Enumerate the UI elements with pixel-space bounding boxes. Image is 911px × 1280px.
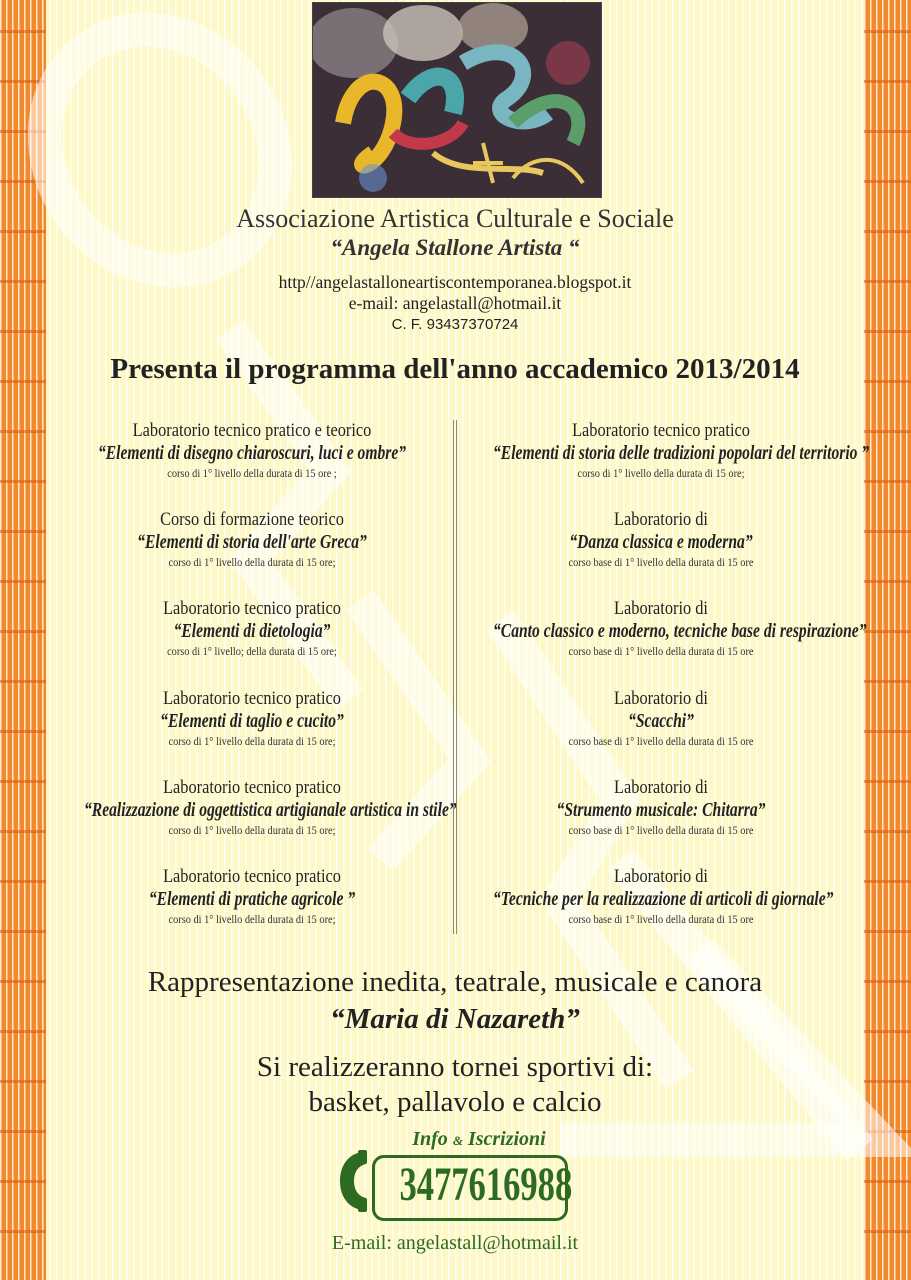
course-title: “Canto classico e moderno, tecniche base di respirazione” xyxy=(493,621,867,642)
course-item xyxy=(42,688,462,748)
course-type: Laboratorio tecnico pratico xyxy=(163,598,341,619)
course-description: corso base di 1° livello della durata di 15 ore xyxy=(568,555,754,569)
course-type: Laboratorio di xyxy=(614,598,708,619)
fiscal-code: C. F. 93437370724 xyxy=(391,316,519,333)
course-description: corso di 1° livello della durata di 15 ore; xyxy=(168,912,336,926)
course-type: Corso di formazione teorico xyxy=(160,509,344,530)
course-type: Laboratorio tecnico pratico xyxy=(572,420,750,441)
course-item xyxy=(451,688,871,748)
course-description: corso di 1° livello della durata di 15 ore; xyxy=(168,734,336,748)
course-type: Laboratorio di xyxy=(614,688,708,709)
course-item xyxy=(42,509,462,569)
course-title: “Danza classica e moderna” xyxy=(569,532,753,553)
course-type: Laboratorio di xyxy=(614,777,708,798)
course-description: corso di 1° livello della durata di 15 ore; xyxy=(168,823,336,837)
info-label-part: Info xyxy=(412,1128,448,1150)
course-type: Laboratorio tecnico pratico e teorico xyxy=(132,420,372,441)
course-title: “Tecniche per la realizzazione di articoli di giornale” xyxy=(493,889,834,910)
artwork-logo xyxy=(312,2,602,198)
course-title: “Realizzazione di oggettistica artigianale artistica in stile” xyxy=(84,800,457,821)
association-title: Associazione Artistica Culturale e Sociale xyxy=(236,204,674,233)
course-item xyxy=(42,420,462,480)
left-border-stripe xyxy=(0,0,46,1280)
course-description: corso di 1° livello; della durata di 15 ore; xyxy=(167,644,337,658)
course-type: Laboratorio tecnico pratico xyxy=(163,866,341,887)
course-description: corso di 1° livello della durata di 15 ore; xyxy=(577,466,745,480)
info-label-ampersand: & xyxy=(452,1133,463,1148)
sports-list: basket, pallavolo e calcio xyxy=(308,1086,602,1118)
course-item xyxy=(42,866,462,926)
course-title: “Elementi di pratiche agricole ” xyxy=(148,889,356,910)
course-item xyxy=(42,777,462,837)
website-url[interactable]: http//angelastalloneartiscontemporanea.blogspot.it xyxy=(278,272,632,292)
artwork-logo-icon xyxy=(313,3,601,197)
info-iscrizioni-label xyxy=(384,1128,574,1151)
artist-name: “Angela Stallone Artista “ xyxy=(330,235,580,260)
column-divider xyxy=(453,420,457,934)
sports-intro: Si realizzeranno tornei sportivi di: xyxy=(256,1051,654,1083)
course-item xyxy=(451,866,871,926)
course-item xyxy=(451,509,871,569)
course-type: Laboratorio di xyxy=(614,509,708,530)
course-description: corso base di 1° livello della durata di 15 ore xyxy=(568,734,754,748)
course-title: “Scacchi” xyxy=(628,711,694,732)
course-type: Laboratorio di xyxy=(614,866,708,887)
course-description: corso base di 1° livello della durata di 15 ore xyxy=(568,823,754,837)
course-item xyxy=(451,420,871,480)
course-description: corso base di 1° livello della durata di 15 ore xyxy=(568,912,754,926)
course-title: “Elementi di dietologia” xyxy=(173,621,331,642)
program-headline: Presenta il programma dell'anno accademico 2013/2014 xyxy=(110,353,800,385)
info-label-part: Iscrizioni xyxy=(467,1128,546,1150)
telephone-handset-icon xyxy=(338,1148,368,1214)
course-title: “Elementi di disegno chiaroscuri, luci e ombre” xyxy=(97,443,407,464)
footer-email[interactable]: E-mail: angelastall@hotmail.it xyxy=(331,1232,579,1254)
right-border-stripe xyxy=(864,0,911,1280)
phone-number[interactable]: 3477616988 xyxy=(399,1158,573,1211)
course-description: corso di 1° livello della durata di 15 ore; xyxy=(168,555,336,569)
course-item xyxy=(451,598,871,658)
course-type: Laboratorio tecnico pratico xyxy=(163,688,341,709)
event-title: “Maria di Nazareth” xyxy=(330,1003,580,1035)
course-title: “Strumento musicale: Chitarra” xyxy=(556,800,766,821)
course-description: corso di 1° livello della durata di 15 ore ; xyxy=(167,466,337,480)
course-title: “Elementi di storia delle tradizioni popolari del territorio ” xyxy=(493,443,870,464)
header-email[interactable]: e-mail: angelastall@hotmail.it xyxy=(348,293,562,313)
event-description: Rappresentazione inedita, teatrale, musicale e canora xyxy=(147,966,763,998)
course-item xyxy=(42,598,462,658)
course-title: “Elementi di taglio e cucito” xyxy=(160,711,344,732)
course-description: corso base di 1° livello della durata di 15 ore xyxy=(568,644,754,658)
course-title: “Elementi di storia dell'arte Greca” xyxy=(137,532,367,553)
course-type: Laboratorio tecnico pratico xyxy=(163,777,341,798)
course-item xyxy=(451,777,871,837)
